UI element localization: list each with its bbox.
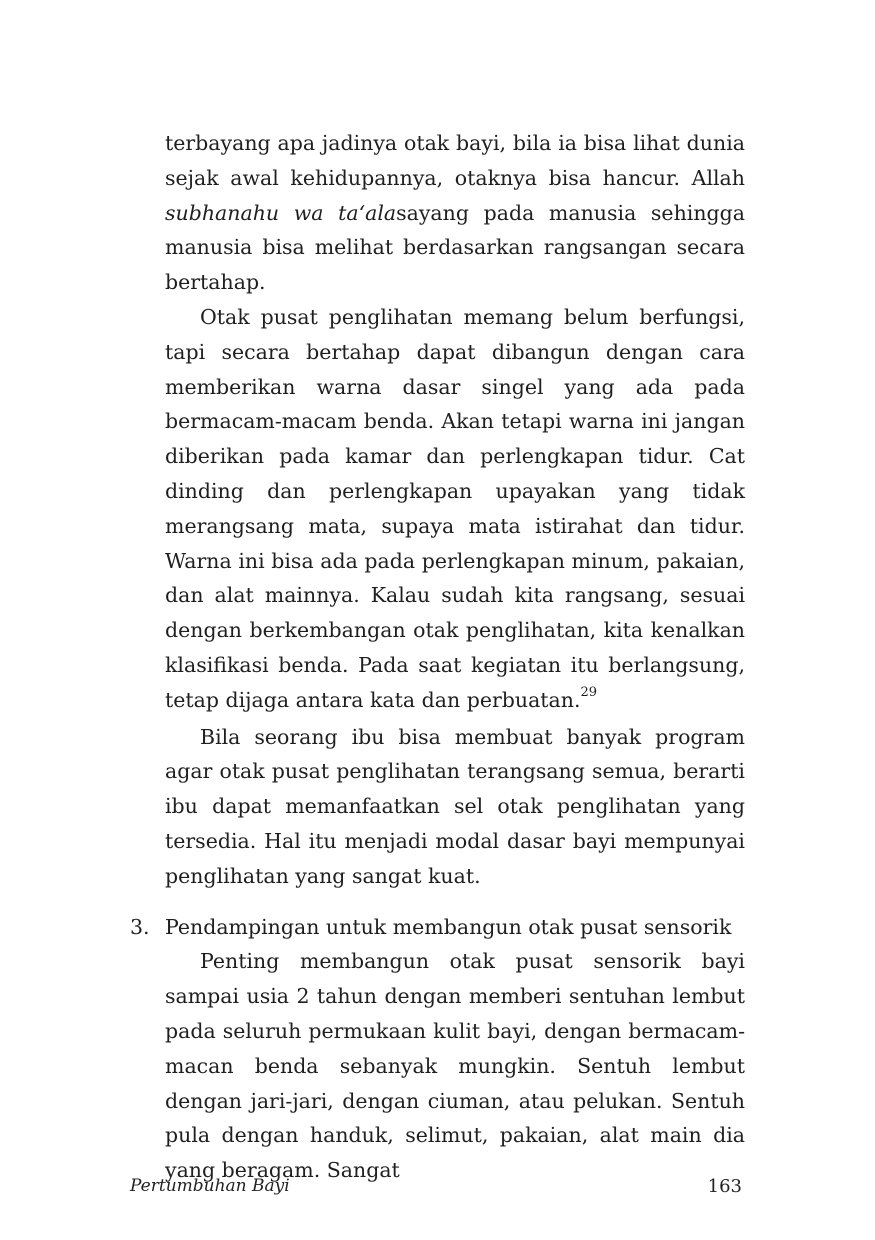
paragraph-text: Penting membangun otak pusat sensorik bayi sampai usia 2 tahun dengan memberi sentuhan lembut pada seluruh permukaan kulit bayi, dengan bermacam-macan benda sebanyak mungkin. Sentuh lembut dengan jari-jari, dengan ciuman, atau pelukan. Sentuh pula dengan handuk, selimut, pakaian, alat main dia yang beragam. Sangat xyxy=(165,949,745,1183)
section-title: Pendampingan untuk membangun otak pusat sensorik xyxy=(165,914,732,939)
paragraph-sensory xyxy=(165,944,745,1188)
page-number: 163 xyxy=(707,1176,742,1197)
paragraph-visual-program xyxy=(165,720,745,894)
footnote-marker[interactable]: 29 xyxy=(580,684,598,700)
paragraph-text: sayang pada manusia sehingga manusia bisa melihat berdasarkan rangsangan secara bertahap. xyxy=(165,200,745,295)
paragraph-text: Otak pusat penglihatan memang belum berfungsi, tapi secara bertahap dapat dibangun dengan cara memberikan warna dasar singel yang ada pada bermacam-macam benda. Akan tetapi warna ini jangan diberikan pada kamar dan perlengkapan tidur. Cat dinding dan perlengkapan upayakan yang tidak merangsang mata, supaya mata istirahat dan tidur. Warna ini bisa ada pada perlengkapan minum, pakaian, dan alat mainnya. Kalau sudah kita rangsang, sesuai dengan berkembangan otak penglihatan, kita kenalkan klasifikasi benda. Pada saat kegiatan itu berlangsung, tetap dijaga antara kata dan perbuatan. xyxy=(165,304,745,712)
section-number: 3. xyxy=(130,914,150,939)
paragraph-continued xyxy=(165,126,745,300)
italic-phrase: subhanahu wa ta‘ala xyxy=(165,200,397,225)
paragraph-text: terbayang apa jadinya otak bayi, bila ia bisa lihat dunia sejak awal kehidupannya, otaknya bisa hancur. Allah xyxy=(165,131,745,190)
paragraph-text: Bila seorang ibu bisa membuat banyak program agar otak pusat penglihatan terangsang semua, berarti ibu dapat memanfaatkan sel otak penglihatan yang tersedia. Hal itu menjadi modal dasar bayi mempunyai penglihatan yang sangat kuat. xyxy=(165,724,745,888)
running-footer-title: Pertumbuhan Bayi xyxy=(130,1176,290,1196)
section-heading xyxy=(130,910,745,945)
paragraph-visual-stimulation xyxy=(165,300,745,718)
